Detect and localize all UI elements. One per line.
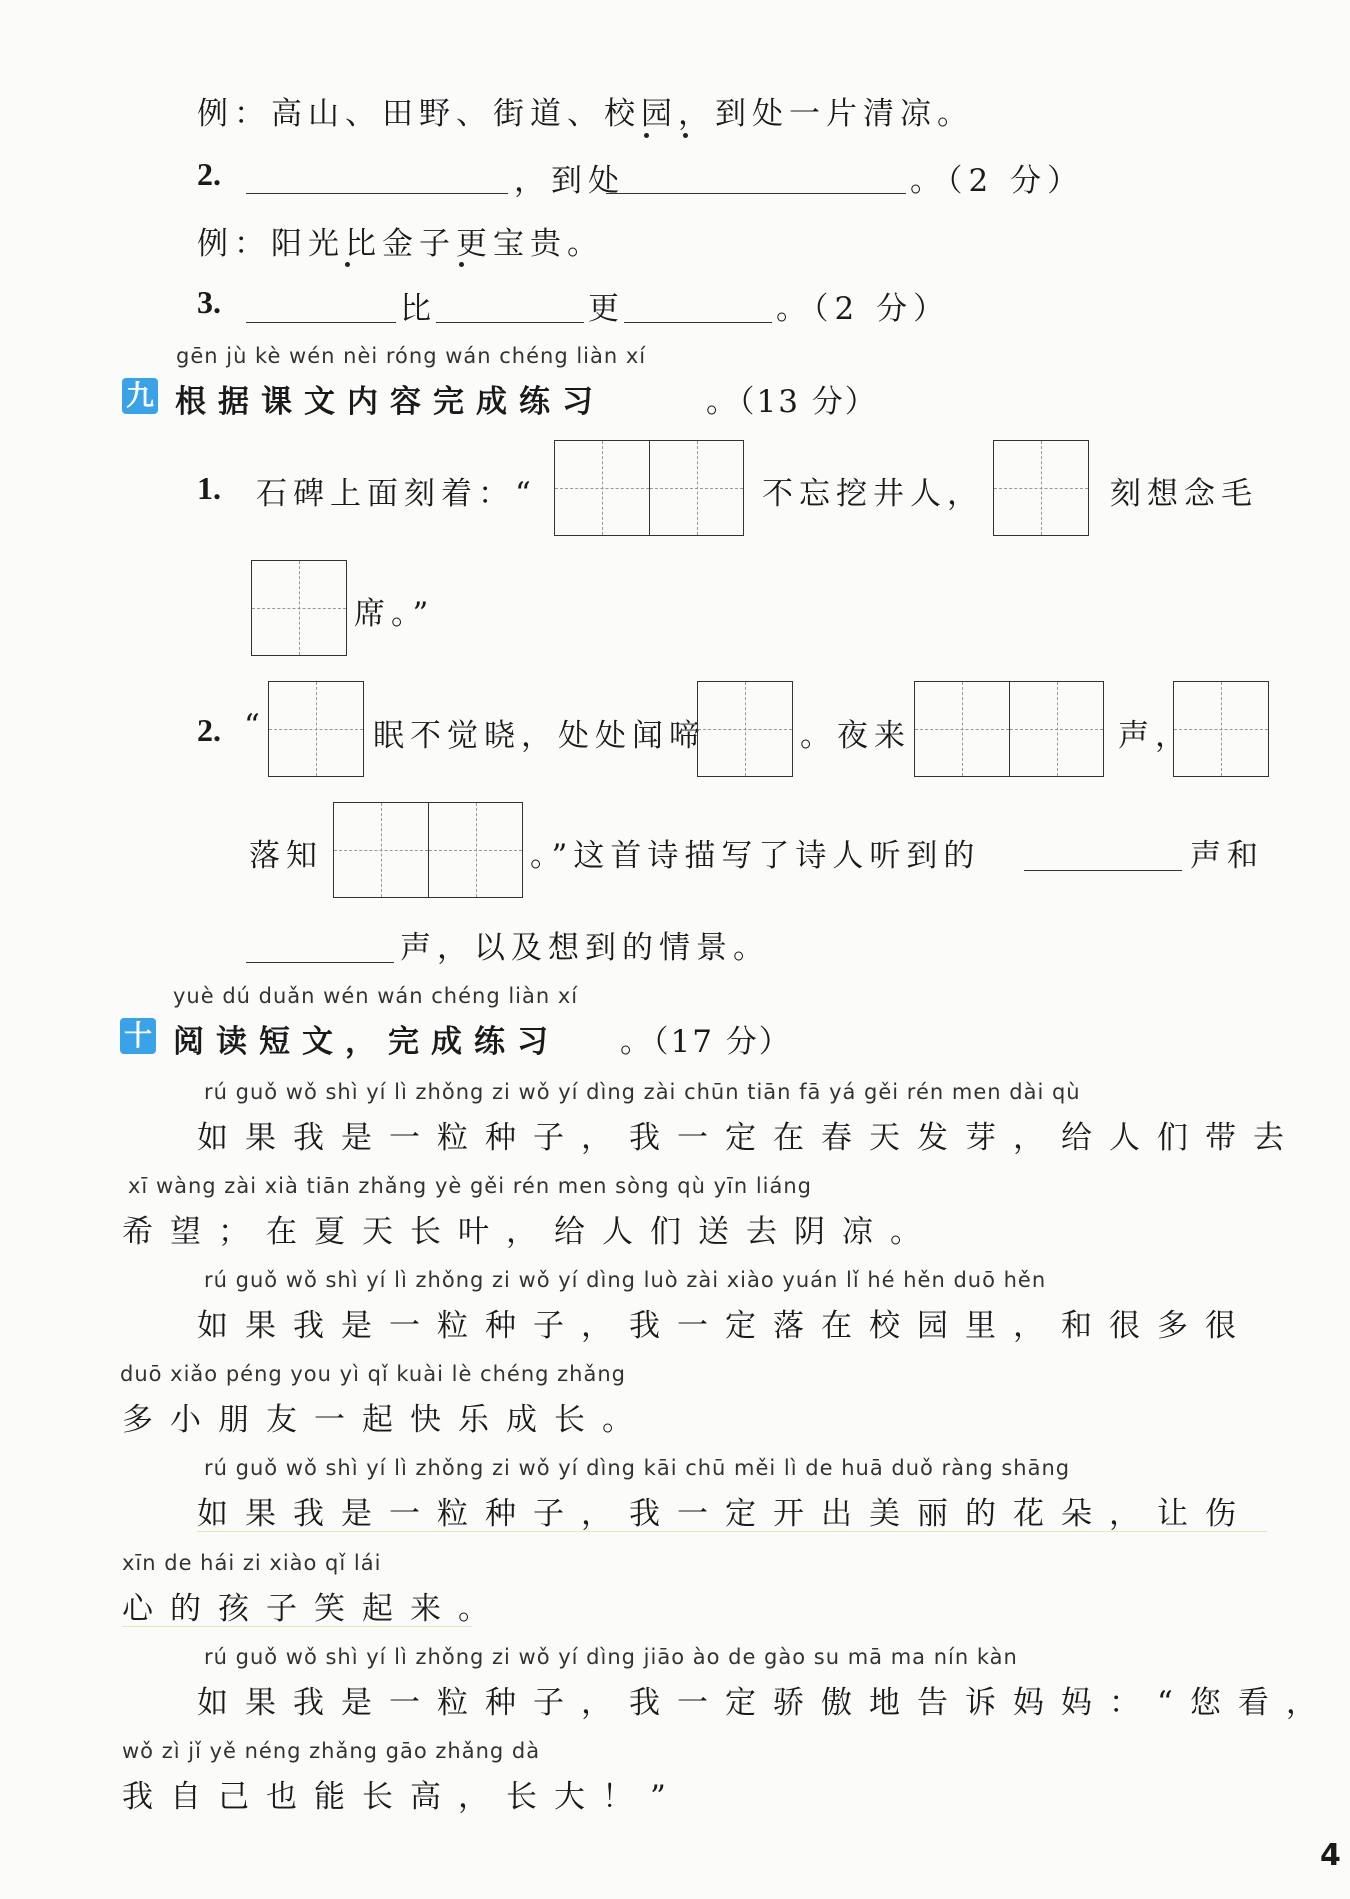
passage-pinyin: rú guǒ wǒ shì yí lì zhǒng zi wǒ yí dìng zài chūn tiān fā yá gěi rén men dài qù: [204, 1080, 1081, 1104]
passage-pinyin: rú guǒ wǒ shì yí lì zhǒng zi wǒ yí dìng kāi chū měi lì de huā duǒ ràng shāng: [204, 1456, 1071, 1480]
char-box-1[interactable]: [268, 681, 364, 777]
question-2-number: 2.: [197, 156, 221, 192]
poem-description: 。”这首诗描写了诗人听到的: [530, 838, 981, 874]
passage-line: 我自己也能长高，长大！”: [122, 1779, 683, 1815]
question-3-number: 3.: [197, 284, 221, 320]
poem-line-1: 眠不觉晓，处处闻啼: [373, 718, 706, 754]
section-9-pinyin: gēn jù kè wén nèi róng wán chéng liàn xí: [176, 344, 647, 368]
question-2-score: 。（2 分）: [910, 163, 1085, 199]
passage-line: 如果我是一粒种子，我一定在春天发芽，给人们带去: [197, 1120, 1301, 1156]
char-box-1[interactable]: [1173, 681, 1269, 777]
char-box-1[interactable]: [697, 681, 793, 777]
answer-blank[interactable]: [436, 322, 584, 323]
passage-pinyin: xī wàng zài xià tiān zhǎng yè gěi rén men sòng qù yīn liáng: [128, 1174, 813, 1198]
section-10-title: 阅读短文，完成练习: [173, 1024, 560, 1060]
answer-blank[interactable]: [246, 962, 394, 963]
char-box-2[interactable]: [333, 802, 523, 898]
section-9-number-icon: 九: [122, 378, 158, 414]
passage-line: 如果我是一粒种子，我一定骄傲地告诉妈妈：“您看，: [197, 1685, 1334, 1721]
highlight-underline: [122, 1626, 472, 1627]
emphasis-dot: [345, 262, 350, 267]
section-9-q1-end: 席。”: [354, 596, 435, 632]
highlight-underline: [197, 1531, 1267, 1532]
passage-pinyin: rú guǒ wǒ shì yí lì zhǒng zi wǒ yí dìng jiāo ào de gào su mā ma nín kàn: [204, 1645, 1018, 1669]
char-box-2[interactable]: [554, 440, 744, 536]
passage-line: 多小朋友一起快乐成长。: [122, 1402, 650, 1438]
emphasis-dot: [459, 262, 464, 267]
passage-line: 希望；在夏天长叶，给人们送去阴凉。: [122, 1214, 938, 1250]
char-box-2[interactable]: [914, 681, 1104, 777]
poem-line-3: 声，: [1118, 718, 1192, 754]
answer-blank[interactable]: [246, 193, 508, 194]
passage-pinyin: duō xiǎo péng you yì qǐ kuài lè chéng zhǎng: [120, 1362, 626, 1386]
section-9-q2-number: 2.: [197, 712, 221, 748]
question-3-score: 。（2 分）: [776, 291, 951, 327]
section-9-score: 。（13 分）: [706, 384, 878, 420]
page-number: 4: [1320, 1838, 1341, 1873]
passage-line: 如果我是一粒种子，我一定落在校园里，和很多很: [197, 1308, 1253, 1344]
section-10-pinyin: yuè dú duǎn wén wán chéng liàn xí: [173, 984, 579, 1008]
poem-description-2: 声和: [1190, 838, 1264, 874]
open-quote: “: [244, 708, 266, 744]
emphasis-dot: [683, 133, 688, 138]
section-9-q1-text: 石碑上面刻着：“: [256, 476, 537, 512]
char-box-1[interactable]: [993, 440, 1089, 536]
section-9-q1-middle: 不忘挖井人，: [762, 476, 984, 512]
section-10-number-icon: 十: [120, 1018, 156, 1054]
passage-line: 如果我是一粒种子，我一定开出美丽的花朵，让伤: [197, 1496, 1253, 1532]
question-2-connector: ，到处: [514, 163, 625, 199]
passage-line: 心的孩子笑起来。: [122, 1591, 506, 1627]
section-9-q1-tail: 刻想念毛: [1110, 476, 1258, 512]
passage-pinyin: rú guǒ wǒ shì yí lì zhǒng zi wǒ yí dìng luò zài xiào yuán lǐ hé hěn duō hěn: [204, 1268, 1047, 1292]
example-1: 例：高山、田野、街道、校园，到处一片清凉。: [197, 96, 974, 132]
answer-blank[interactable]: [1024, 870, 1182, 871]
passage-pinyin: xīn de hái zi xiào qǐ lái: [122, 1551, 382, 1575]
poem-line-2: 。夜来: [800, 718, 911, 754]
section-9-title: 根据课文内容完成练习: [175, 384, 605, 420]
answer-blank[interactable]: [606, 193, 906, 194]
question-3-word-2: 更: [588, 291, 625, 327]
example-2: 例：阳光比金子更宝贵。: [197, 226, 604, 262]
answer-blank[interactable]: [246, 322, 396, 323]
passage-pinyin: wǒ zì jǐ yě néng zhǎng gāo zhǎng dà: [122, 1739, 541, 1763]
question-3-word-1: 比: [400, 291, 437, 327]
poem-description-3: 声，以及想到的情景。: [400, 930, 770, 966]
emphasis-dot: [644, 133, 649, 138]
section-10-score: 。（17 分）: [620, 1024, 792, 1060]
poem-line-4: 落知: [249, 838, 323, 874]
answer-blank[interactable]: [624, 322, 772, 323]
char-box-1[interactable]: [251, 560, 347, 656]
section-9-q1-number: 1.: [197, 470, 221, 506]
